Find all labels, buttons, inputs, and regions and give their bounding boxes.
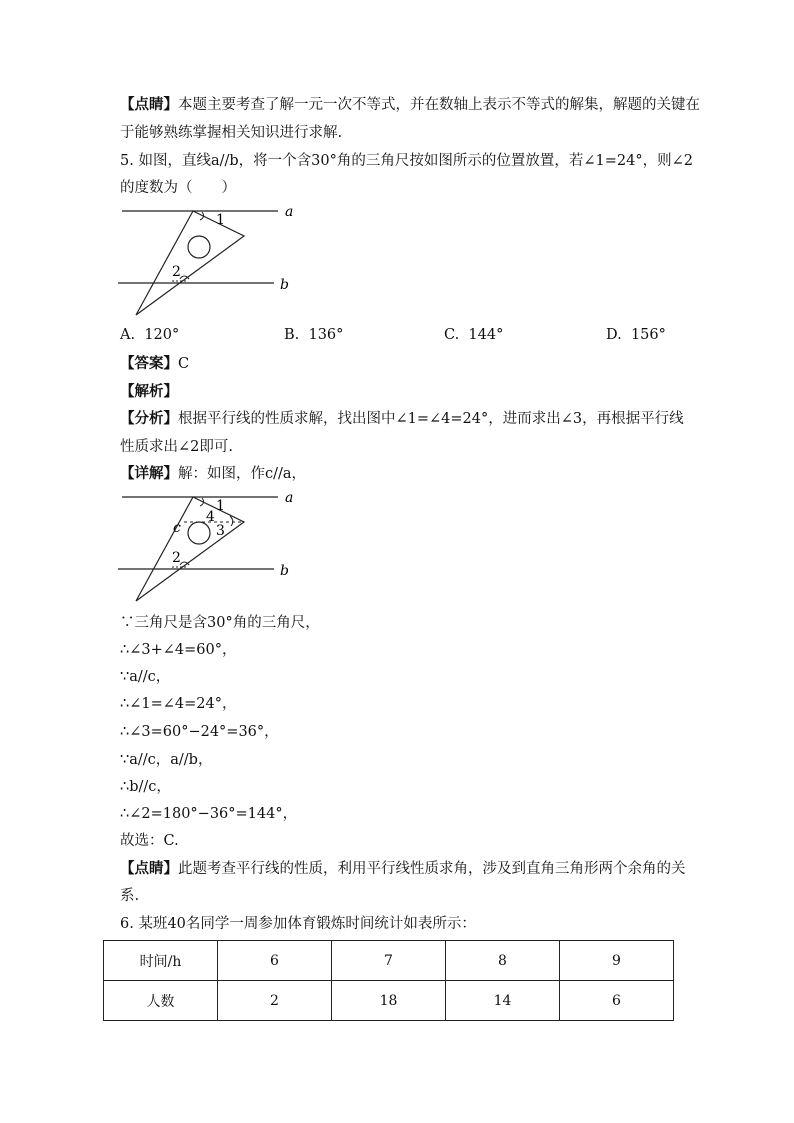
table-cell: 7	[332, 941, 446, 981]
angle3-label: 3	[216, 523, 225, 539]
q6-stem-text: 6. 某班40名同学一周参加体育锻炼时间统计如表所示：	[120, 916, 476, 932]
table-cell: 8	[446, 941, 560, 981]
q5-stem-text-1: 5. 如图，直线a//b，将一个含30°角的三角尺按如图所示的位置放置，若∠1=24°，则∠2	[120, 153, 693, 169]
step-2: ∴∠3+∠4=60°，	[120, 642, 237, 658]
option-b[interactable]: B. 136°	[284, 327, 344, 343]
step-8: ∴∠2=180°−36°=144°，	[120, 806, 298, 822]
answer-value: C	[178, 356, 190, 372]
option-a[interactable]: A. 120°	[120, 327, 180, 343]
analysis-tag: 【解析】	[120, 384, 178, 400]
q5-stem-text-2: 的度数为（ ）	[120, 180, 236, 196]
q6-table	[103, 940, 674, 1021]
q5-answer	[120, 354, 189, 374]
angle1-label: 1	[216, 212, 225, 228]
triangle-ruler	[136, 497, 244, 601]
line-c-label: c	[173, 520, 181, 536]
comment-line-1	[120, 95, 700, 115]
comment-tag: 【点睛】	[120, 97, 178, 113]
step-1: ∵三角尺是含30°角的三角尺，	[120, 615, 320, 631]
line-a-label: a	[285, 490, 294, 506]
angle4-label: 4	[206, 509, 215, 525]
comment-tag: 【点睛】	[120, 861, 178, 877]
option-d[interactable]: D. 156°	[606, 327, 666, 343]
comment-text-2: 于能够熟练掌握相关知识进行求解.	[120, 125, 343, 141]
table-cell: 9	[560, 941, 674, 981]
angle3-4-arc	[230, 516, 233, 526]
table-cell: 18	[332, 981, 446, 1021]
comment-text-2: 系.	[120, 888, 140, 904]
step-3: ∵a//c，	[120, 669, 171, 685]
q5-fenxi-line-2	[120, 437, 233, 457]
fenxi-tag: 【分析】	[120, 411, 178, 427]
table-row	[104, 941, 674, 981]
ruler-hole	[188, 236, 210, 258]
ruler-hole	[188, 522, 210, 544]
table-cell: 2	[218, 981, 332, 1021]
fenxi-text-2: 性质求出∠2即可.	[120, 439, 233, 455]
line-a-label: a	[285, 204, 294, 220]
option-c[interactable]: C. 144°	[444, 327, 504, 343]
step-4: ∴∠1=∠4=24°，	[120, 696, 237, 712]
q5-options	[120, 327, 680, 347]
q5-fenxi-line-1	[120, 409, 684, 429]
step-7: ∴b//c，	[120, 779, 171, 795]
step-5: ∴∠3=60°−24°=36°，	[120, 724, 279, 740]
step-9: 故选：C.	[120, 833, 179, 849]
table-cell: 时间/h	[104, 941, 218, 981]
q5-xiangjie-line	[120, 464, 306, 484]
answer-tag: 【答案】	[120, 356, 178, 372]
angle1-label: 1	[216, 498, 225, 514]
table-row	[104, 981, 674, 1021]
xiangjie-tag: 【详解】	[120, 466, 178, 482]
q6-stem	[120, 914, 476, 934]
fenxi-text-1: 根据平行线的性质求解，找出图中∠1=∠4=24°，进而求出∠3，再根据平行线	[178, 411, 684, 427]
q5-stem-line-1	[120, 151, 693, 171]
angle2-label: 2	[172, 264, 181, 280]
q5-comment-line-1	[120, 859, 686, 879]
angle2-arc	[180, 562, 189, 565]
comment-text-1: 此题考查平行线的性质，利用平行线性质求角，涉及到直角三角形两个余角的关	[178, 861, 686, 877]
angle2-label: 2	[172, 550, 181, 566]
q5-comment-line-2	[120, 886, 139, 906]
q5-analysis-heading	[120, 382, 178, 402]
table-cell: 6	[560, 981, 674, 1021]
table-cell: 14	[446, 981, 560, 1021]
line-b-label: b	[280, 277, 289, 293]
comment-line-2	[120, 123, 342, 143]
angle2-arc	[180, 276, 189, 279]
q5-figure-2	[114, 488, 304, 608]
xiangjie-text: 解：如图，作c//a，	[178, 466, 307, 482]
q5-stem-line-2	[120, 178, 236, 198]
q5-figure-1	[114, 202, 304, 322]
triangle-ruler	[136, 211, 244, 315]
step-6: ∵a//c，a//b，	[120, 752, 213, 768]
line-b-label: b	[280, 563, 289, 579]
table-cell: 6	[218, 941, 332, 981]
comment-text-1: 本题主要考查了解一元一次不等式，并在数轴上表示不等式的解集，解题的关键在	[178, 97, 700, 113]
table-cell: 人数	[104, 981, 218, 1021]
